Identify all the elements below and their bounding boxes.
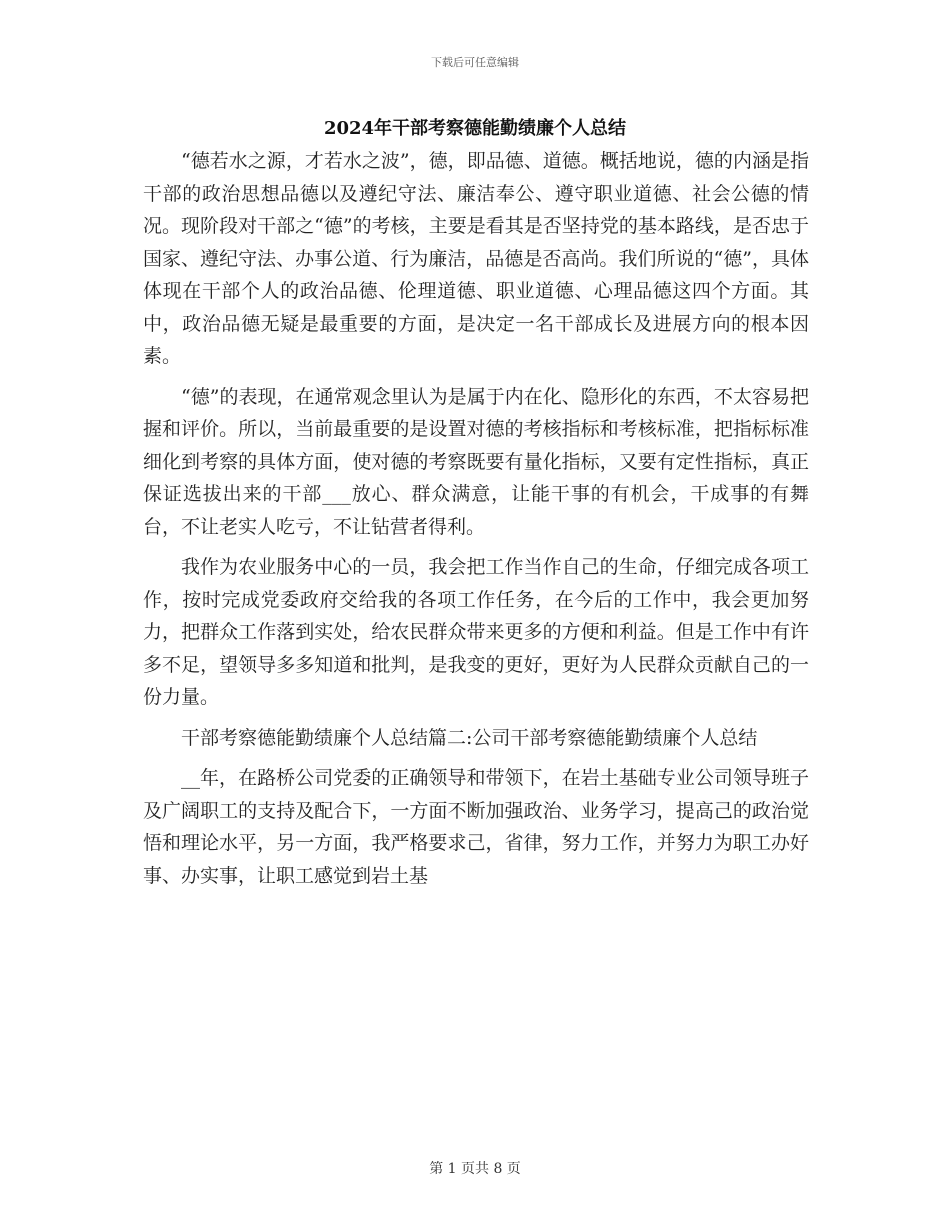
paragraph: “德”的表现，在通常观念里认为是属于内在化、隐形化的东西，不太容易把握和评价。所以，当前最重要的是设置对德的考核指标和考核标准，把指标标准细化到考察的具体方面，使对德的考察既要有量化指标，又要有定性指标，真正保证选拔出来的干部___放心、群众满意，让能干事的有机会，干成事的有舞台，不让老实人吃亏，不让钻营者得利。 xyxy=(143,385,809,538)
paragraph: 干部考察德能勤绩廉个人总结篇二:公司干部考察德能勤绩廉个人总结 xyxy=(181,726,758,749)
page-footer: 第 1 页共 8 页 xyxy=(429,1161,521,1177)
paragraph: __年，在路桥公司党委的正确领导和带领下，在岩土基础专业公司领导班子及广阔职工的支持及配合下，一方面不断加强政治、业务学习，提高己的政治觉悟和理论水平，另一方面，我严格要求己，省律，努力工作，并努力为职工办好事、办实事，让职工感觉到岩土基 xyxy=(143,767,809,887)
paragraph: “德若水之源，才若水之波”，德，即品德、道德。概括地说，德的内涵是指干部的政治思想品德以及遵纪守法、廉洁奉公、遵守职业道德、社会公德的情况。现阶段对干部之“德”的考核，主要是看其是否坚持党的基本路线，是否忠于国家、遵纪守法、办事公道、行为廉洁，品德是否高尚。我们所说的“德”，具体体现在干部个人的政治品德、伦理道德、职业道德、心理品德这四个方面。其中，政治品德无疑是最重要的方面，是决定一名干部成长及进展方向的根本因素。 xyxy=(143,150,809,367)
document-body xyxy=(143,145,809,900)
paragraph: 我作为农业服务中心的一员，我会把工作当作自己的生命，仔细完成各项工作，按时完成党委政府交给我的各项工作任务，在今后的工作中，我会更加努力，把群众工作落到实处，给农民群众带来更多的方便和利益。但是工作中有许多不足，望领导多多知道和批判，是我变的更好，更好为人民群众贡献自己的一份力量。 xyxy=(143,556,809,708)
header-note: 下载后可任意编辑 xyxy=(431,56,519,69)
document-title: 2024年干部考察德能勤绩廉个人总结 xyxy=(323,118,627,139)
